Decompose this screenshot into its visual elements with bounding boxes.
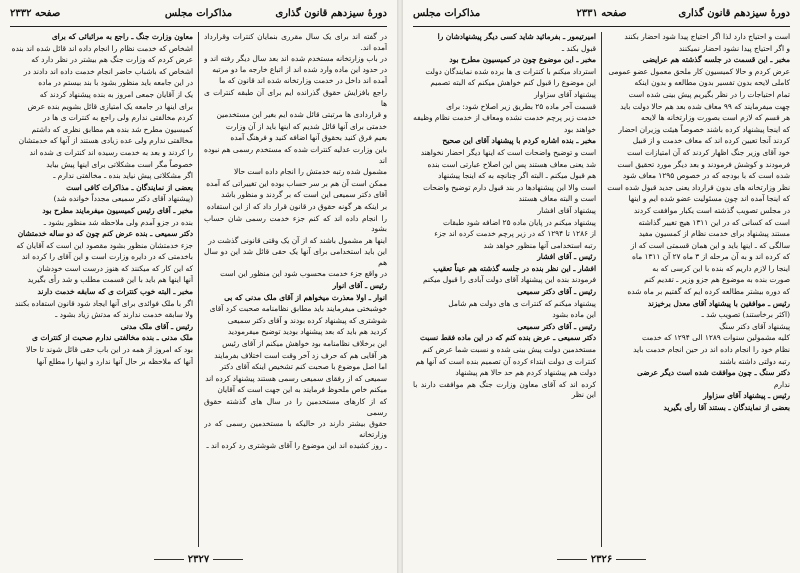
paragraph: کرده اند که آقای معاون وزارت جنگ هم موافقت دارند با این نظر: [413, 379, 596, 400]
paragraph: است که کسانی که در این ۱۳۱۱ هیچ تغییر گذاشته: [638, 217, 790, 227]
paragraph: یک از آقایان جمعی امروز به بنده پیشنهاد کردند که: [39, 89, 193, 99]
paragraph: پیشنهاد آقای سزاوار: [534, 89, 596, 99]
paragraph: آنها اینها هم باید با این قسمت مطلب و شد رأی بگیرید: [27, 275, 193, 285]
chair-line: رئیس ـ آقای ملک مدنی: [120, 321, 193, 331]
chair-line: رئیس ـ آقای انوار: [332, 281, 387, 291]
paragraph: رتبه استخدامی آنها منظور خواهد شد: [483, 240, 596, 250]
paragraph: اگر با ملک فوائدی برای آنها ایجاد شود قانون استفاده بکنند: [14, 298, 193, 308]
paragraph: رتبه دولتی داشته باشند: [719, 356, 790, 366]
paragraph: عرض کردم که وزارت جنگ هم بیشتر در نظر دارد که: [31, 55, 193, 65]
section-title: مذاکرات مجلس: [413, 8, 481, 19]
paragraph: سمیعی که از رفقای سمیعی رسمی هستند پیشنهاد کرده اند: [205, 373, 387, 383]
paragraph: ممکن است آن هم بر سر حساب بوده این تغییراتی که آمده: [206, 178, 387, 188]
chair-line: رئیس ـ موافقین با پیشنهاد آقای معدل برخیزند: [647, 298, 790, 308]
paragraph: خواهند بود: [564, 124, 596, 134]
text-column-left: [10, 32, 193, 547]
left-page: [0, 0, 397, 573]
paragraph: ندارم: [773, 379, 790, 389]
speaker-paragraph: معاون وزارت جنگ ـ راجع به مرائبائی که برای: [51, 32, 193, 41]
paragraph: استرداد میکنم با کنترات ی ها برده شده نمایندگان دولت: [425, 66, 596, 76]
speaker-paragraph: امیرتیمور ـ بفرمائید شاید کسی دیگر پیشنهادشان را: [437, 32, 596, 41]
speaker-paragraph: بعضی از نمایندگان ـ مذاکرات کافی است: [66, 182, 193, 192]
paragraph: عرض کردم و حالا کمیسیون کار ملحق معمول عضو عمومی: [608, 66, 790, 76]
paragraph: هر قسم که لازم است بصورت وزارتخانه ها لایحه: [641, 113, 790, 123]
paragraph: اینجا را لازم داریم که بنده با این کرسی که به: [652, 263, 790, 273]
paragraph: کردند آنجا تعیین کرده اند که معاف خدمت و از قبیل: [632, 136, 790, 146]
paragraph: مستخدمین دولت پیش بینی شده و نسبت شما عرض کنم: [422, 345, 596, 355]
chair-line: رئیس ـ آقای دکتر سمیعی: [517, 321, 596, 331]
paragraph: مخالفتی ندارم ولی عده زیادی هستند از آنها که خدمتشان: [18, 136, 193, 146]
paragraph: که کرده اند و به آن مرحله از ۳ ماه ۲۷ آن ۱۳۱۱ ماه: [632, 252, 790, 262]
chair-line: رئیس ـ آقای دکتر سمیعی: [517, 287, 596, 297]
paragraph: خدمتی برای آنها قائل شدیم که اینها باید از آن وزارت: [225, 121, 387, 131]
paragraph: این ماده بشود: [552, 310, 596, 320]
speaker-paragraph: مخبر ـ این موضوع چون در کمیسیون مطرح بود: [449, 55, 596, 65]
paragraph: فرمودند و کوشش فرمودند و بعد دیگر مورد تحقیق است: [617, 159, 790, 169]
paragraph: نظام خود را انجام داده اند در حین انجام خدمت باید: [633, 345, 790, 355]
paragraph: در مجلس تصویب گذشته است یکبار موافقت کردند: [633, 205, 790, 215]
paragraph: در این جامعه باید منظور بشود با بند بیستم در ماده: [38, 78, 193, 88]
paragraph: میکنم خاص ملحوظ فرمایند به این جهت است که آقایان: [217, 385, 387, 395]
text-column-right: [204, 32, 387, 547]
paragraph: بعیم فرق کنید بحقوق آنها اضافه کنید و فرهنگ آمده: [230, 133, 387, 143]
paragraph: را کردند و بعد به خدمت رسیده اند کنترات ی شده اند: [29, 147, 193, 157]
paragraph: نظر وزارتخانه های بدون قرارداد یعنی جدید قبول شده است: [607, 182, 790, 192]
paragraph: از ۱۲۸۶ تا ۱۲۹۴ که در زیر پرچم خدمت کرده اند جزء: [434, 229, 596, 239]
speaker-paragraph: مخبر ـ بنده اشاره کردم با پیشنهاد آقای این صحیح: [442, 136, 596, 146]
paragraph: بود که امروز از همه در این باب حقی قائل شوند تا حالا: [26, 345, 193, 355]
paragraph: شوشتری که پیشنهاد کرده بودند و آقای دکتر سمیعی: [227, 315, 387, 325]
paragraph: ـ روز کشیده اند این موضوع را آقای شوشتری رد کرده اند ـ: [206, 441, 387, 451]
paragraph: و قراردادی ها مرتبتی قائل شده ایم بغیر این مستخدمین: [216, 110, 387, 120]
paragraph: کمیسیون مطرح شد بنده هم مطابق نظری که داشتم: [31, 124, 193, 134]
page-footer: [0, 554, 397, 565]
paragraph: خوشبختی میفرمایند باید مطابق نظامنامه صحبت کرد آقای: [209, 304, 387, 314]
page-header: [10, 8, 387, 24]
page-header: [413, 8, 790, 24]
paragraph: آقای دکتر سمیعی این است که بر گردند و منظور باشد: [221, 190, 387, 200]
paragraph: برای اینها در جامعه یک امتیازی قائل بشویم بنده عرض: [27, 101, 193, 111]
paragraph: باین وزارت عدلیه کنترات شده که مستخدم رسمی هم نبوده اند: [204, 144, 387, 165]
paragraph: خدمت زیر پرچم خدمت نشده ومعاف از خدمت نظام وظیفه: [413, 113, 596, 123]
section-title: مذاکرات مجلس: [164, 8, 233, 19]
paragraph: پیشنهاد آقای دکتر سنگ: [719, 321, 790, 331]
page-number-label: صفحه ۲۳۳۱: [576, 8, 627, 19]
paragraph: کلیه مشمولین سنوات ۱۲۸۹ الی ۱۲۹۴ که خدمت: [641, 333, 790, 343]
paragraph: اشخاص که خدمت نظام را انجام داده اند قائل شده اند بنده: [11, 43, 193, 53]
speaker-paragraph: مخبر ـ البته خوب کنترات ی که سابقه خدمت دارند: [37, 287, 193, 297]
paragraph: راجع بافزایش حقوق گذرانده ایم برای آن طبقه کنترات ی ها: [204, 87, 387, 108]
paragraph: هر آقایی هم که حرف زد آخر وقت است اختلاف بفرمایند: [214, 350, 387, 360]
paragraph: دولت هم پیشنهاد کردم هم حد حالا هم پیشنهاد: [455, 368, 596, 378]
paragraph: سالگی که ـ اینها باید و این همان قسمتی است که از: [630, 240, 790, 250]
paragraph: اگر مشکلاتی پیش نیاید بنده ـ مخالفتی ندارم ـ: [53, 171, 193, 181]
paragraph: اشخاص که باشباب حاضر انجام خدمت داده اند دادند در: [23, 66, 193, 76]
paragraph: مشمول شده رتبه خدمتش را انجام داده است حالا: [233, 167, 387, 177]
paragraph: جزء خدمتشان منظور بشود مقصود این است که آقایان که: [16, 240, 193, 250]
text-column-left: [413, 32, 596, 547]
paragraph: در واقع جزء خدمت محسوب شود این منظور این است: [220, 269, 387, 279]
paragraph: کاملی لایحه بدون تفسیر بدون مطالعه و بدون اینکه: [634, 78, 790, 88]
paragraph: در باب وزارتخانه مستخدم شده اند بعد سال دیگر رفته اند و در حدود این ماده وارد شده اند از اتباع خارجه ما دو مرتبه: [204, 54, 387, 74]
paragraph: است و احتیاج دارد لذا اگر احتیاج پیدا شود احضار بکنند: [624, 32, 790, 41]
paragraph: که اینجا آمده اند چون مسئولیت عضو شده ایم و اینها: [628, 194, 790, 204]
paragraph: آنها که ملاحظه بر حال آنها ندارد و اینها را مطلع آنها: [36, 356, 193, 366]
paragraph: تمام احتیاجات را در نظر بگیریم پیش بینی شده است: [628, 89, 790, 99]
paragraph: پیشنهاد میکنم در پایان ماده ۲۵ اضافه شود طبقات: [443, 217, 596, 227]
speaker-paragraph: دکتر سمیعی ـ عرض بنده کنم که در این ماده فقط نسبت: [419, 333, 596, 343]
paragraph: (اکثر برخاستند) تصویب شد ـ: [701, 310, 790, 320]
speaker-paragraph: مخبر ـ این قسمت در جلسه گذشته هم عرایضی: [642, 55, 790, 65]
paragraph: کنترات ی دولت ابتداء کرده آن تصمیم بنده است که آنها هم: [415, 356, 596, 366]
paragraph: خود آقای وزیر جنگ اظهار کردند که آن امتیازات است: [627, 147, 790, 157]
header-rule: [413, 26, 790, 27]
paragraph: کردید هم باید که بعد پیشنهاد بودید توضیح میفرمودید: [228, 327, 387, 337]
column-divider: [601, 32, 602, 547]
paragraph: پیشنهاد میکنم که کنترات ی های دولت هم شامل: [448, 298, 596, 308]
paragraph: شده است که با بودجه که در خصوص ۱۲۹۵ معاف شود: [622, 171, 790, 181]
paragraph: این برخلاف نظامنامه بود خواهش میکنم از آقای رئیس: [222, 339, 387, 349]
chair-line: رئیس ـ پیشنهاد آقای سزاوار: [703, 391, 790, 401]
paragraph: چهت میفرمایند که ۹۹ معاف شده بعد هم حالا دولت باید: [620, 101, 790, 111]
paragraph: در گفته اند برای یک سال مقرری بنمایان کنترات وقرارداد آمده اند.: [204, 32, 387, 52]
paragraph: حقوق بیشتر دارند در حالیکه با مستخدمین رسمی که در وزارتخانه: [204, 419, 387, 439]
paragraph: است و توضیح واضحات است که اینها دیگر احضار نخواهند: [420, 147, 596, 157]
speaker-paragraph: مخبر ـ آقای رئیس کمیسیون میفرمایند مطرح بود: [42, 205, 193, 215]
journal-title: دورهٔ سیزدهم قانون گذاری: [678, 8, 790, 19]
footer-page-number: ۲۳۲۶: [590, 554, 613, 565]
speaker-paragraph: بعضی از نمایندگان ـ بستند آقا رأی بگیرید: [663, 403, 790, 412]
chair-line: رئیس ـ آقای افشار: [537, 252, 596, 262]
paragraph: این باید استخدامی برای آنها یک حقی قائل شد این دو سال هم: [204, 247, 387, 267]
paragraph: بر اینکه هر گونه حقوق در قانون قرار داد که از این استفاده: [206, 201, 387, 211]
speaker-paragraph: دکتر سمیعی ـ بنده عرض کنم چون که دو ساله خدمتشان: [17, 229, 193, 239]
speaker-paragraph: دکتر سنگ ـ چون موافقت شده است دیگر عرضی: [637, 368, 790, 378]
speaker-paragraph: افشار ـ این نظر بنده در جلسه گذشته هم عیناً تعقیب: [433, 263, 596, 273]
paragraph: کردم مخالفتی ندارم ولی راجع به کنترات ی ها در: [42, 113, 193, 123]
paragraph: است و البته معاف هستند: [518, 194, 596, 204]
paragraph: است والا این پیشنهادها در بند قبول دارم توضیح واضحات: [423, 182, 596, 192]
paragraph: اما اصل موضوع با صحبت کنم تشخیص اینکه آقای دکتر: [220, 362, 387, 372]
paragraph: صورت بنده به موضوع هم جزو وزیر ـ تقدیم کنم: [644, 275, 790, 285]
paragraph: را انجام داده اند که کنم جزء خدمت رسمی شان حساب بشود: [204, 213, 387, 234]
paragraph: شد یعنی معاف هستند پس این اصلاح عبارتی است بنده: [427, 159, 596, 169]
paragraph: باخدمتی که در دایره وزارت است و این آقای را کرده اند: [21, 252, 193, 262]
paragraph: قسمت آخر ماده ۲۵ بطریق زیر اصلاح شود: برای: [446, 101, 596, 111]
paragraph: اینها هر مشمول باشند که از آن یک وقتی قانونی گذشت در: [208, 235, 387, 245]
column-divider: [198, 32, 199, 547]
paragraph: فرمودند بنده این پیشنهاد آقای دولت آبادی را قبول میکنم: [422, 275, 596, 285]
paragraph: هم قبول میکنم ـ البته اگر چنانچه به که اینجا پیشنهاد: [438, 171, 596, 181]
paragraph: قبول بکند ـ: [561, 43, 596, 53]
paragraph: که از کارهای مستخدمین را در سال های گذشته حقوق رسمی: [204, 397, 387, 417]
text-column-right: [607, 32, 790, 547]
paragraph: خصوصاً مگر است مشکلاتی برای اینها پیش بیاید: [46, 159, 193, 169]
paragraph: و اگر احتیاج پیدا نشود احضار نمیکنند: [678, 43, 790, 53]
header-rule: [10, 26, 387, 27]
speaker-paragraph: انوار ـ اولا معذرت میخواهم از آقای ملک مدنی که بی: [224, 292, 387, 302]
paragraph: ولا سابقه خدمت ندارند که مدتش زیاد بشود ـ: [55, 310, 193, 320]
right-page: [403, 0, 800, 573]
paragraph: بنده در جزو آمدم ولی ملاحظه شد منظور بشود ـ: [43, 217, 193, 227]
paragraph: (پیشنهاد آقای دکتر سمیعی مجدداً خوانده شد): [53, 194, 193, 204]
paragraph: مستند پیشنهاد برای خدمت نظام از کمسیون مفید: [638, 229, 790, 239]
paragraph: آمده اند داخل در خدمت وزارتخانه شده اند قانون که ما: [219, 76, 387, 86]
paragraph: که دوره بیشتر مطالعه کرده ایم که گفتیم بر ماه شده: [627, 287, 790, 297]
page-footer: [403, 554, 800, 565]
journal-title: دورهٔ سیزدهم قانون گذاری: [275, 8, 387, 19]
paragraph: پیشنهاد آقای افشار: [537, 205, 596, 215]
paragraph: که اینجا پیشنهاد کرده باشند خصوصاً هیئت وزیران احضار: [618, 124, 790, 134]
footer-page-number: ۲۳۲۷: [187, 554, 210, 565]
speaker-paragraph: ملک مدنی ـ بنده مخالفتی ندارم صحبت از کنترات ی: [32, 333, 193, 343]
page-number-label: صفحه ۲۳۳۲: [10, 8, 61, 19]
paragraph: که این کار که میکنند که هنوز درست است خودشان: [36, 263, 193, 273]
paragraph: این موضوع را قبول کنم خواهش میکنم که البته تصمیم: [430, 78, 596, 88]
